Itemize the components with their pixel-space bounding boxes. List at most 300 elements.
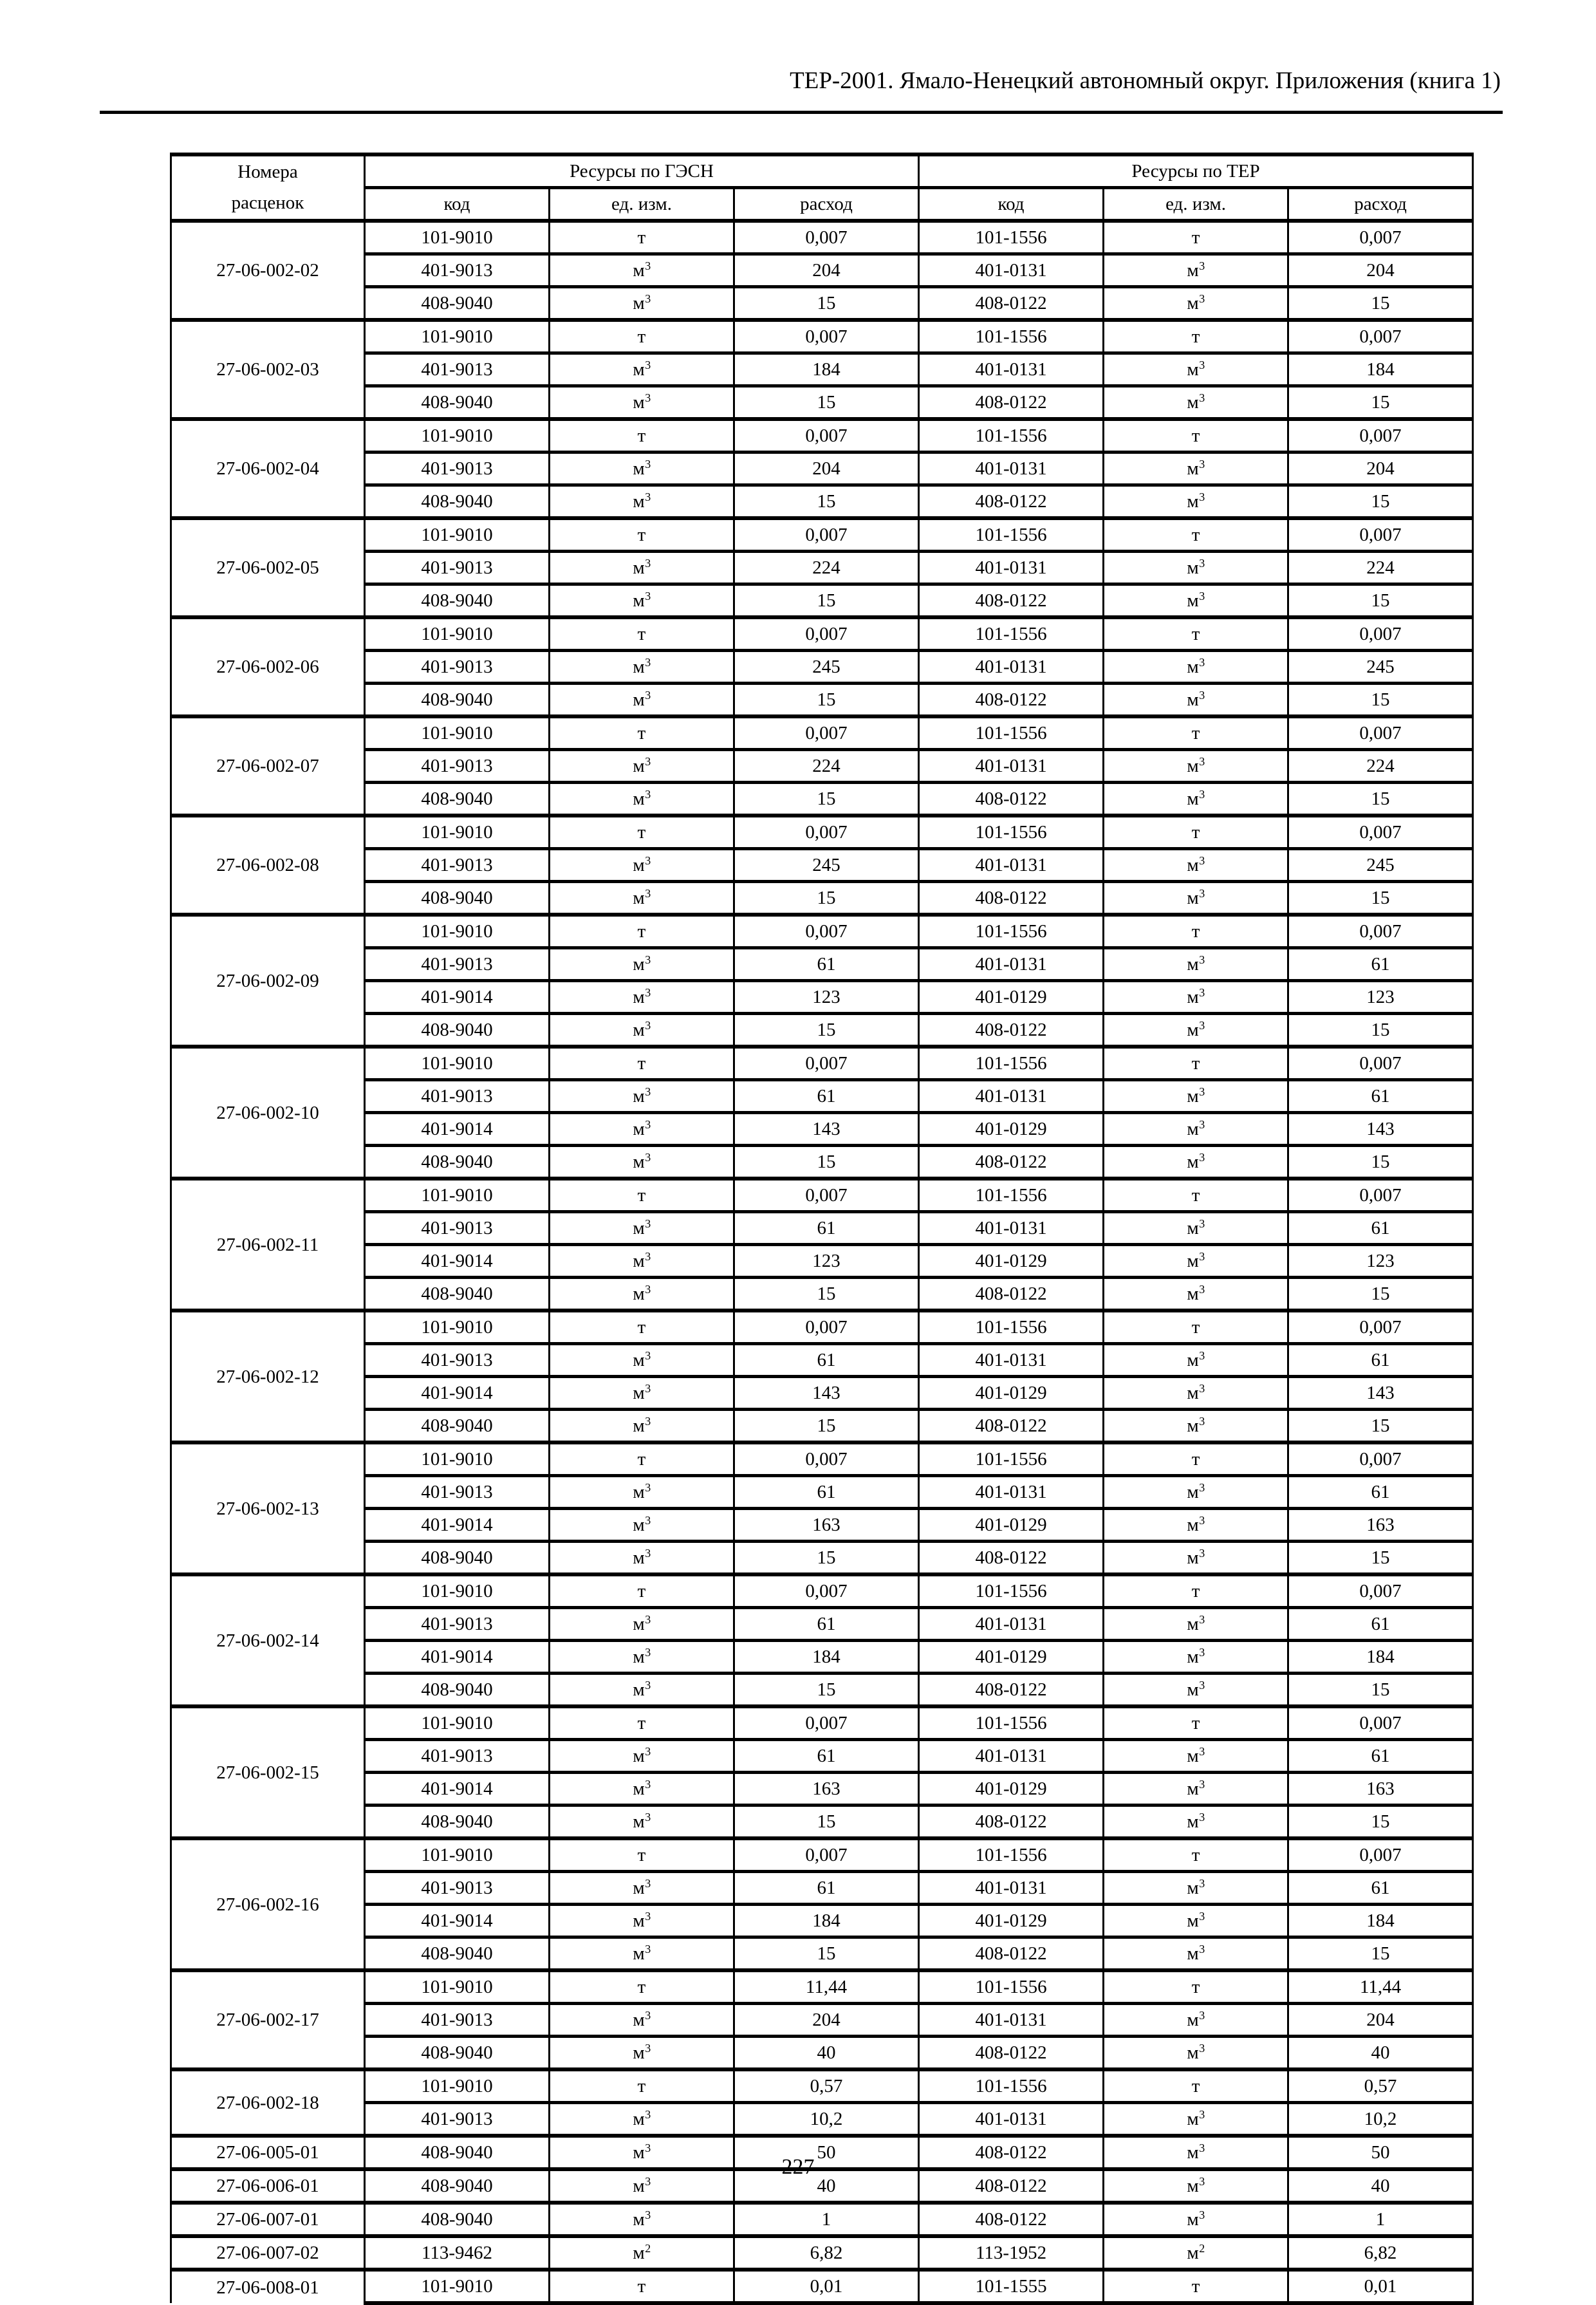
ter-unit-header: ед. изм. (1104, 188, 1288, 221)
ter-consumption-cell: 40 (1288, 2037, 1473, 2070)
table-row (171, 783, 1473, 816)
table-row (171, 716, 1473, 750)
gesn-consumption-cell: 15 (734, 1937, 919, 1971)
gesn-unit-cell: $м^3$ (550, 1476, 734, 1509)
gesn-unit-cell: $м^3$ (550, 1905, 734, 1937)
ter-code-cell: 401-0131 (919, 750, 1104, 783)
gesn-consumption-cell: 1 (734, 2203, 919, 2236)
ter-code-cell: 101-1556 (919, 816, 1104, 849)
ter-code-cell: 401-0129 (919, 1113, 1104, 1146)
ter-unit-cell: $м^3$ (1104, 1608, 1288, 1641)
gesn-unit-cell: $м^3$ (550, 1806, 734, 1839)
ter-code-cell: 408-0122 (919, 783, 1104, 816)
ter-unit-cell: $м^3$ (1104, 584, 1288, 618)
gesn-unit-cell: $м^3$ (550, 1674, 734, 1707)
gesn-consumption-cell: 15 (734, 1542, 919, 1575)
ter-unit-cell: т (1104, 1574, 1288, 1608)
gesn-consumption-cell: 15 (734, 882, 919, 915)
rate-number-cell: 27-06-008-01 (171, 2270, 365, 2303)
table-row (171, 552, 1473, 584)
ter-code-cell: 408-0122 (919, 287, 1104, 321)
gesn-unit-cell: $м^3$ (550, 2203, 734, 2236)
ter-consumption-cell: 143 (1288, 1377, 1473, 1410)
ter-code-cell: 101-1556 (919, 1838, 1104, 1872)
ter-unit-cell: $м^3$ (1104, 1245, 1288, 1278)
gesn-unit-cell: $м^2$ (550, 2236, 734, 2270)
ter-code-cell: 401-0131 (919, 1740, 1104, 1773)
ter-code-cell: 101-1556 (919, 2069, 1104, 2103)
ter-consumption-cell: 6,82 (1288, 2236, 1473, 2270)
table-header (171, 154, 1473, 221)
ter-consumption-cell: 61 (1288, 1740, 1473, 1773)
gesn-code-cell: 408-9040 (365, 1146, 550, 1179)
table-row (171, 419, 1473, 453)
table-row (171, 816, 1473, 849)
rate-number-cell: 27-06-002-08 (171, 816, 365, 915)
ter-consumption-cell: 123 (1288, 1245, 1473, 1278)
gesn-code-cell: 401-9014 (365, 1773, 550, 1806)
ter-unit-cell: $м^3$ (1104, 1476, 1288, 1509)
ter-consumption-cell: 15 (1288, 1410, 1473, 1443)
gesn-code-cell: 408-9040 (365, 1410, 550, 1443)
gesn-code-cell: 101-9010 (365, 1838, 550, 1872)
ter-unit-cell: т (1104, 1442, 1288, 1476)
gesn-unit-cell: $м^3$ (550, 1377, 734, 1410)
ter-unit-cell: $м^3$ (1104, 2169, 1288, 2203)
gesn-consumption-cell: 61 (734, 1872, 919, 1905)
ter-unit-cell: т (1104, 1838, 1288, 1872)
rate-number-cell: 27-06-002-11 (171, 1179, 365, 1311)
gesn-unit-cell: $м^3$ (550, 2004, 734, 2037)
gesn-consumption-cell: 184 (734, 353, 919, 386)
gesn-consumption-cell: 15 (734, 1410, 919, 1443)
gesn-consumption-cell: 184 (734, 1641, 919, 1674)
gesn-code-cell: 101-9010 (365, 1442, 550, 1476)
gesn-unit-cell: $м^3$ (550, 2169, 734, 2203)
gesn-consumption-cell: 0,007 (734, 518, 919, 552)
gesn-code-cell: 401-9013 (365, 453, 550, 485)
gesn-code-cell: 408-9040 (365, 2037, 550, 2070)
table-row (171, 1278, 1473, 1311)
table-row (171, 287, 1473, 321)
table-row (171, 1641, 1473, 1674)
gesn-consumption-cell: 0,007 (734, 1574, 919, 1608)
gesn-unit-cell: т (550, 1047, 734, 1080)
ter-code-cell: 408-0122 (919, 1806, 1104, 1839)
ter-unit-cell: $м^2$ (1104, 2236, 1288, 2270)
ter-unit-cell: $м^3$ (1104, 783, 1288, 816)
ter-code-cell: 401-0131 (919, 2103, 1104, 2136)
ter-unit-cell: $м^3$ (1104, 1212, 1288, 1245)
gesn-code-cell: 401-9013 (365, 1212, 550, 1245)
ter-code-cell: 101-1555 (919, 2270, 1104, 2303)
ter-code-cell: 401-0131 (919, 1872, 1104, 1905)
table-row (171, 320, 1473, 353)
gesn-unit-cell: $м^3$ (550, 453, 734, 485)
table-row (171, 1113, 1473, 1146)
table-row (171, 386, 1473, 420)
ter-consumption-cell: 40 (1288, 2169, 1473, 2203)
gesn-consumption-cell: 163 (734, 1773, 919, 1806)
rate-number-cell: 27-06-002-15 (171, 1706, 365, 1838)
ter-consumption-cell: 61 (1288, 1608, 1473, 1641)
ter-consumption-cell: 163 (1288, 1773, 1473, 1806)
table-row (171, 1773, 1473, 1806)
table-row (171, 684, 1473, 717)
ter-code-cell: 401-0129 (919, 1509, 1104, 1542)
gesn-unit-cell: $м^3$ (550, 2103, 734, 2136)
ter-code-cell: 401-0131 (919, 1212, 1104, 1245)
ter-code-cell: 408-0122 (919, 584, 1104, 618)
gesn-code-cell: 101-9010 (365, 1047, 550, 1080)
rate-number-cell: 27-06-002-02 (171, 221, 365, 320)
ter-consumption-cell: 15 (1288, 386, 1473, 420)
gesn-consumption-cell: 245 (734, 849, 919, 882)
ter-consumption-cell: 224 (1288, 552, 1473, 584)
ter-unit-cell: $м^3$ (1104, 1278, 1288, 1311)
ter-unit-cell: $м^3$ (1104, 552, 1288, 584)
table-row (171, 1509, 1473, 1542)
ter-consumption-cell: 15 (1288, 684, 1473, 717)
ter-consumption-cell: 15 (1288, 882, 1473, 915)
ter-consumption-cell: 0,007 (1288, 915, 1473, 948)
gesn-consumption-cell: 184 (734, 1905, 919, 1937)
table-row (171, 1344, 1473, 1377)
gesn-code-cell: 408-9040 (365, 1542, 550, 1575)
page-number: 227 (781, 2155, 815, 2179)
ter-consumption-cell: 204 (1288, 453, 1473, 485)
ter-code-cell: 408-0122 (919, 1674, 1104, 1707)
ter-consumption-cell: 15 (1288, 287, 1473, 321)
ter-consumption-cell: 184 (1288, 353, 1473, 386)
table-row (171, 981, 1473, 1014)
gesn-code-header: код (365, 188, 550, 221)
gesn-code-cell: 401-9013 (365, 552, 550, 584)
ter-unit-cell: т (1104, 1179, 1288, 1212)
ter-unit-cell: $м^3$ (1104, 1773, 1288, 1806)
ter-unit-cell: $м^3$ (1104, 1937, 1288, 1971)
gesn-code-cell: 101-9010 (365, 221, 550, 254)
ter-consumption-cell: 11,44 (1288, 1970, 1473, 2004)
gesn-consumption-cell: 15 (734, 1146, 919, 1179)
table-row (171, 1937, 1473, 1971)
table-row (171, 882, 1473, 915)
gesn-code-cell: 101-9010 (365, 716, 550, 750)
gesn-code-cell: 408-9040 (365, 1674, 550, 1707)
gesn-consumption-cell: 0,007 (734, 1047, 919, 1080)
ter-consumption-cell: 0,007 (1288, 716, 1473, 750)
ter-unit-cell: т (1104, 221, 1288, 254)
gesn-code-cell: 408-9040 (365, 2136, 550, 2169)
ter-code-cell: 401-0131 (919, 353, 1104, 386)
gesn-unit-cell: $м^3$ (550, 750, 734, 783)
rate-number-cell: 27-06-007-01 (171, 2203, 365, 2236)
gesn-unit-cell: $м^3$ (550, 1773, 734, 1806)
gesn-code-cell: 101-9010 (365, 1706, 550, 1740)
gesn-consumption-cell: 123 (734, 981, 919, 1014)
gesn-unit-cell: т (550, 1574, 734, 1608)
gesn-unit-cell: т (550, 1838, 734, 1872)
ter-unit-cell: $м^3$ (1104, 1509, 1288, 1542)
ter-code-cell: 408-0122 (919, 2037, 1104, 2070)
gesn-code-cell: 401-9013 (365, 1872, 550, 1905)
rate-number-cell: 27-06-002-18 (171, 2069, 365, 2136)
ter-code-cell: 401-0131 (919, 651, 1104, 684)
gesn-consumption-cell: 50 (734, 2136, 919, 2169)
ter-unit-cell: $м^3$ (1104, 948, 1288, 981)
gesn-code-cell: 401-9013 (365, 353, 550, 386)
ter-unit-cell: т (1104, 2069, 1288, 2103)
ter-unit-cell: $м^3$ (1104, 1740, 1288, 1773)
table-row (171, 2069, 1473, 2103)
gesn-code-cell: 101-9010 (365, 2069, 550, 2103)
ter-code-cell: 408-0122 (919, 2136, 1104, 2169)
gesn-consumption-cell: 0,007 (734, 1706, 919, 1740)
gesn-code-cell: 408-9040 (365, 1014, 550, 1047)
ter-code-cell: 408-0122 (919, 1278, 1104, 1311)
table-row (171, 617, 1473, 651)
rate-number-cell: 27-06-002-07 (171, 716, 365, 816)
ter-code-cell: 408-0122 (919, 2203, 1104, 2236)
gesn-unit-cell: $м^3$ (550, 1641, 734, 1674)
gesn-code-cell: 113-9462 (365, 2236, 550, 2270)
ter-code-cell: 101-1556 (919, 1970, 1104, 2004)
gesn-code-cell: 401-9014 (365, 1641, 550, 1674)
ter-unit-cell: $м^3$ (1104, 1674, 1288, 1707)
ter-consumption-cell: 0,007 (1288, 1706, 1473, 1740)
ter-unit-cell: т (1104, 915, 1288, 948)
table-row (171, 2037, 1473, 2070)
table-row (171, 2103, 1473, 2136)
gesn-code-cell: 401-9013 (365, 1344, 550, 1377)
gesn-consumption-cell: 163 (734, 1509, 919, 1542)
ter-code-cell: 401-0131 (919, 1608, 1104, 1641)
ter-code-cell: 401-0131 (919, 453, 1104, 485)
gesn-unit-cell: $м^3$ (550, 1113, 734, 1146)
gesn-consumption-cell: 15 (734, 684, 919, 717)
gesn-consumption-cell: 204 (734, 254, 919, 287)
gesn-unit-cell: $м^3$ (550, 386, 734, 420)
ter-unit-cell: т (1104, 419, 1288, 453)
gesn-consumption-cell: 61 (734, 1476, 919, 1509)
table-row (171, 1245, 1473, 1278)
gesn-code-cell: 408-9040 (365, 485, 550, 519)
ter-code-cell: 408-0122 (919, 1542, 1104, 1575)
rate-number-cell: 27-06-005-01 (171, 2136, 365, 2169)
table-row (171, 1905, 1473, 1937)
ter-unit-cell: $м^3$ (1104, 981, 1288, 1014)
gesn-consumption-cell: 0,007 (734, 716, 919, 750)
ter-code-cell: 101-1556 (919, 915, 1104, 948)
gesn-unit-cell: т (550, 320, 734, 353)
ter-consumption-cell: 143 (1288, 1113, 1473, 1146)
gesn-consumption-cell: 61 (734, 1608, 919, 1641)
gesn-unit-cell: $м^3$ (550, 584, 734, 618)
gesn-unit-cell: $м^3$ (550, 2037, 734, 2070)
ter-unit-cell: $м^3$ (1104, 651, 1288, 684)
gesn-consumption-cell: 61 (734, 948, 919, 981)
rate-number-cell: 27-06-002-03 (171, 320, 365, 419)
gesn-code-cell: 408-9040 (365, 1806, 550, 1839)
table-row (171, 1970, 1473, 2004)
table-row (171, 254, 1473, 287)
ter-unit-cell: т (1104, 1706, 1288, 1740)
ter-consumption-cell: 61 (1288, 1080, 1473, 1113)
gesn-consumption-cell: 15 (734, 1674, 919, 1707)
gesn-code-cell: 408-9040 (365, 783, 550, 816)
table-row (171, 1377, 1473, 1410)
ter-resources-header: Ресурсы по ТЕР (919, 154, 1473, 188)
gesn-code-cell: 101-9010 (365, 2270, 550, 2303)
gesn-resources-header: Ресурсы по ГЭСН (365, 154, 919, 188)
gesn-unit-cell: $м^3$ (550, 1245, 734, 1278)
gesn-code-cell: 401-9014 (365, 1509, 550, 1542)
gesn-code-cell: 101-9010 (365, 419, 550, 453)
ter-unit-cell: $м^3$ (1104, 849, 1288, 882)
gesn-unit-cell: $м^3$ (550, 948, 734, 981)
ter-unit-cell: т (1104, 816, 1288, 849)
gesn-unit-cell: т (550, 1706, 734, 1740)
ter-unit-cell: $м^3$ (1104, 1806, 1288, 1839)
ter-code-cell: 101-1556 (919, 419, 1104, 453)
table-row (171, 915, 1473, 948)
ter-unit-cell: $м^3$ (1104, 2004, 1288, 2037)
gesn-consumption-cell: 0,007 (734, 1179, 919, 1212)
gesn-consumption-cell: 61 (734, 1212, 919, 1245)
ter-code-cell: 401-0129 (919, 1905, 1104, 1937)
gesn-code-cell: 408-9040 (365, 1937, 550, 1971)
ter-unit-cell: $м^3$ (1104, 386, 1288, 420)
gesn-code-cell: 408-9040 (365, 1278, 550, 1311)
gesn-unit-cell: $м^3$ (550, 783, 734, 816)
table-row (171, 1706, 1473, 1740)
rate-number-cell: 27-06-002-13 (171, 1442, 365, 1574)
gesn-unit-cell: т (550, 1179, 734, 1212)
table-row (171, 221, 1473, 254)
ter-code-header: код (919, 188, 1104, 221)
table-row (171, 1674, 1473, 1707)
table-row (171, 1179, 1473, 1212)
ter-unit-cell: $м^3$ (1104, 2103, 1288, 2136)
table-row (171, 2203, 1473, 2236)
gesn-consumption-cell: 15 (734, 783, 919, 816)
gesn-consumption-cell: 0,007 (734, 617, 919, 651)
ter-consumption-cell: 163 (1288, 1509, 1473, 1542)
ter-code-cell: 101-1556 (919, 617, 1104, 651)
ter-unit-cell: $м^3$ (1104, 2037, 1288, 2070)
gesn-code-cell: 401-9014 (365, 1905, 550, 1937)
ter-code-cell: 401-0129 (919, 1377, 1104, 1410)
ter-consumption-cell: 245 (1288, 849, 1473, 882)
gesn-unit-cell: т (550, 1311, 734, 1344)
table-body (171, 221, 1473, 2303)
table-row (171, 1476, 1473, 1509)
ter-unit-cell: $м^3$ (1104, 1872, 1288, 1905)
ter-code-cell: 408-0122 (919, 2169, 1104, 2203)
gesn-unit-cell: т (550, 518, 734, 552)
table-header-row-2 (171, 188, 1473, 221)
ter-consumption-cell: 15 (1288, 485, 1473, 519)
table-header-row-1 (171, 154, 1473, 188)
rate-number-cell: 27-06-002-17 (171, 1970, 365, 2069)
table-row (171, 948, 1473, 981)
ter-consumption-cell: 15 (1288, 1674, 1473, 1707)
ter-consumption-cell: 0,007 (1288, 1047, 1473, 1080)
ter-consumption-cell: 0,007 (1288, 1179, 1473, 1212)
gesn-consumption-cell: 0,57 (734, 2069, 919, 2103)
ter-unit-cell: $м^3$ (1104, 882, 1288, 915)
ter-code-cell: 101-1556 (919, 1706, 1104, 1740)
ter-code-cell: 101-1556 (919, 221, 1104, 254)
rate-number-cell: 27-06-006-01 (171, 2169, 365, 2203)
gesn-consumption-cell: 0,007 (734, 221, 919, 254)
gesn-consumption-cell: 15 (734, 1278, 919, 1311)
table-row (171, 1080, 1473, 1113)
ter-code-cell: 113-1952 (919, 2236, 1104, 2270)
table-row (171, 1047, 1473, 1080)
gesn-consumption-cell: 224 (734, 552, 919, 584)
table-row (171, 518, 1473, 552)
gesn-code-cell: 401-9013 (365, 1740, 550, 1773)
ter-consumption-cell: 15 (1288, 1278, 1473, 1311)
rate-number-header-cell (171, 154, 365, 221)
ter-code-cell: 401-0131 (919, 254, 1104, 287)
gesn-consumption-cell: 0,007 (734, 320, 919, 353)
ter-unit-cell: $м^3$ (1104, 2203, 1288, 2236)
gesn-code-cell: 401-9014 (365, 1377, 550, 1410)
gesn-consumption-cell: 15 (734, 1806, 919, 1839)
gesn-code-cell: 401-9013 (365, 1080, 550, 1113)
rate-number-cell: 27-06-002-05 (171, 518, 365, 617)
gesn-consumption-cell: 0,007 (734, 1311, 919, 1344)
ter-consumption-cell: 15 (1288, 1937, 1473, 1971)
ter-unit-cell: $м^3$ (1104, 485, 1288, 519)
gesn-code-cell: 408-9040 (365, 584, 550, 618)
gesn-unit-cell: т (550, 915, 734, 948)
ter-code-cell: 408-0122 (919, 1937, 1104, 1971)
gesn-unit-cell: т (550, 617, 734, 651)
gesn-consumption-cell: 0,007 (734, 915, 919, 948)
ter-code-cell: 101-1556 (919, 1311, 1104, 1344)
ter-code-cell: 401-0131 (919, 2004, 1104, 2037)
ter-consumption-cell: 184 (1288, 1905, 1473, 1937)
ter-unit-cell: т (1104, 320, 1288, 353)
gesn-code-cell: 401-9013 (365, 2103, 550, 2136)
gesn-consumption-cell: 0,007 (734, 419, 919, 453)
gesn-unit-cell: т (550, 221, 734, 254)
ter-unit-cell: $м^3$ (1104, 684, 1288, 717)
gesn-unit-cell: $м^3$ (550, 1872, 734, 1905)
ter-unit-cell: $м^3$ (1104, 1146, 1288, 1179)
gesn-code-cell: 401-9013 (365, 849, 550, 882)
gesn-unit-cell: $м^3$ (550, 1212, 734, 1245)
ter-code-cell: 408-0122 (919, 386, 1104, 420)
ter-unit-cell: т (1104, 1311, 1288, 1344)
ter-unit-cell: т (1104, 518, 1288, 552)
gesn-consumption-cell: 0,01 (734, 2270, 919, 2303)
gesn-unit-cell: $м^3$ (550, 2136, 734, 2169)
ter-consumption-cell: 184 (1288, 1641, 1473, 1674)
ter-consumption-cell: 245 (1288, 651, 1473, 684)
gesn-unit-cell: $м^3$ (550, 287, 734, 321)
ter-unit-cell: $м^3$ (1104, 353, 1288, 386)
ter-code-cell: 408-0122 (919, 485, 1104, 519)
ter-code-cell: 401-0131 (919, 849, 1104, 882)
gesn-unit-cell: $м^3$ (550, 1937, 734, 1971)
gesn-unit-cell: $м^3$ (550, 651, 734, 684)
ter-code-cell: 101-1556 (919, 320, 1104, 353)
rate-number-cell: 27-06-002-16 (171, 1838, 365, 1970)
